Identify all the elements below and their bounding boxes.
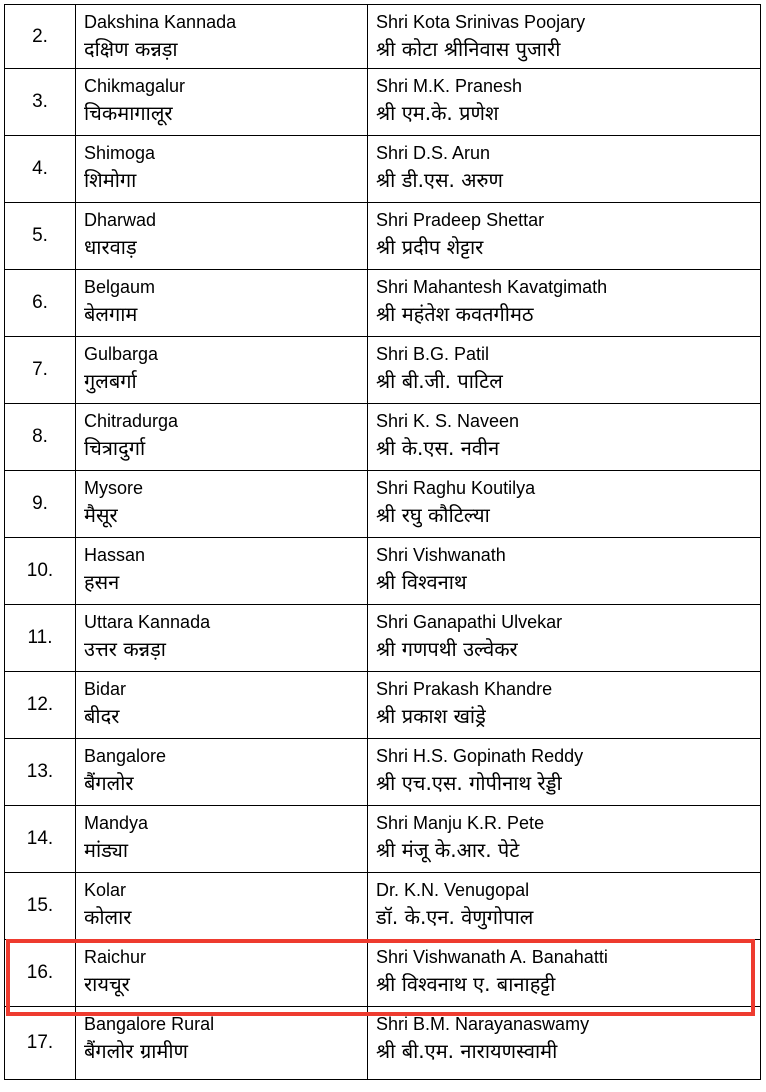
district-cell: [76, 538, 368, 605]
person-cell: [368, 672, 761, 739]
person-cell: [368, 203, 761, 270]
table-row: [5, 739, 761, 806]
district-cell: [76, 1007, 368, 1080]
district-name-english: Kolar: [84, 880, 127, 900]
table-row: [5, 672, 761, 739]
district-name-english: Dharwad: [84, 210, 157, 230]
person-name-hindi: श्री रघु कौटिल्या: [376, 503, 490, 527]
district-name-hindi: बैंगलोर: [84, 771, 134, 795]
district-name-english: Chitradurga: [84, 411, 179, 431]
row-number: 11.: [5, 605, 76, 672]
person-name-hindi: श्री गणपथी उल्वेकर: [376, 637, 518, 661]
district-name-english: Raichur: [84, 947, 147, 967]
district-name-hindi: दक्षिण कन्नड़ा: [84, 37, 178, 61]
person-cell: [368, 1007, 761, 1080]
district-name-hindi: कोलार: [84, 905, 132, 929]
row-number: 7.: [5, 337, 76, 404]
row-number: 12.: [5, 672, 76, 739]
district-name-english: Mandya: [84, 813, 149, 833]
district-name-hindi: हसन: [84, 570, 120, 594]
district-cell: [76, 337, 368, 404]
district-cell: [76, 739, 368, 806]
district-name-english: Dakshina Kannada: [84, 12, 237, 32]
district-name-hindi: गुलबर्गा: [84, 369, 137, 393]
district-cell: [76, 471, 368, 538]
district-cell: [76, 270, 368, 337]
row-number: 10.: [5, 538, 76, 605]
person-name-hindi: श्री बी.एम. नारायणस्वामी: [376, 1039, 558, 1063]
person-name-hindi: श्री विश्वनाथ ए. बानाहट्टी: [376, 972, 556, 996]
district-cell: [76, 672, 368, 739]
person-name-english: Shri Mahantesh Kavatgimath: [376, 277, 608, 297]
person-cell: [368, 5, 761, 69]
table-row: [5, 1007, 761, 1080]
row-number: 2.: [5, 5, 76, 69]
person-name-hindi: श्री कोटा श्रीनिवास पुजारी: [376, 37, 561, 61]
person-name-hindi: श्री प्रदीप शेट्टार: [376, 235, 484, 259]
table-row: [5, 404, 761, 471]
district-name-hindi: रायचूर: [84, 972, 130, 996]
person-cell: [368, 605, 761, 672]
district-cell: [76, 136, 368, 203]
row-number: 8.: [5, 404, 76, 471]
person-name-english: Shri Vishwanath: [376, 545, 506, 565]
row-number: 6.: [5, 270, 76, 337]
person-name-english: Shri Pradeep Shettar: [376, 210, 545, 230]
district-name-hindi: बेलगाम: [84, 302, 138, 326]
person-name-english: Shri B.G. Patil: [376, 344, 490, 364]
district-name-english: Bangalore Rural: [84, 1014, 215, 1034]
district-name-english: Belgaum: [84, 277, 156, 297]
person-name-english: Shri Manju K.R. Pete: [376, 813, 545, 833]
table-row: [5, 873, 761, 940]
person-name-english: Shri B.M. Narayanaswamy: [376, 1014, 590, 1034]
person-cell: [368, 337, 761, 404]
district-cell: [76, 605, 368, 672]
person-cell: [368, 404, 761, 471]
row-number: 14.: [5, 806, 76, 873]
table-row: [5, 605, 761, 672]
district-cell: [76, 203, 368, 270]
person-name-english: Shri K. S. Naveen: [376, 411, 520, 431]
person-name-hindi: श्री एच.एस. गोपीनाथ रेड्डी: [376, 771, 562, 795]
person-cell: [368, 136, 761, 203]
table-row: [5, 806, 761, 873]
person-cell: [368, 940, 761, 1007]
person-name-english: Shri D.S. Arun: [376, 143, 491, 163]
row-number: 4.: [5, 136, 76, 203]
row-number: 16.: [5, 940, 76, 1007]
person-cell: [368, 538, 761, 605]
person-name-english: Shri H.S. Gopinath Reddy: [376, 746, 584, 766]
district-name-english: Hassan: [84, 545, 146, 565]
district-cell: [76, 404, 368, 471]
person-name-hindi: श्री मंजू के.आर. पेटे: [376, 838, 520, 862]
district-name-hindi: चित्रादुर्गा: [84, 436, 146, 460]
district-name-hindi: चिकमागालूर: [84, 101, 173, 125]
person-name-english: Dr. K.N. Venugopal: [376, 880, 530, 900]
district-name-hindi: बीदर: [84, 704, 120, 728]
table-row: [5, 337, 761, 404]
district-cell: [76, 873, 368, 940]
table-row: [5, 5, 761, 69]
district-cell: [76, 69, 368, 136]
district-name-hindi: मांड्या: [84, 838, 129, 862]
person-name-english: Shri M.K. Pranesh: [376, 76, 523, 96]
district-cell: [76, 5, 368, 69]
district-name-hindi: धारवाड़: [84, 235, 137, 259]
row-number: 13.: [5, 739, 76, 806]
district-name-english: Bidar: [84, 679, 127, 699]
person-cell: [368, 739, 761, 806]
person-name-english: Shri Raghu Koutilya: [376, 478, 536, 498]
row-number: 5.: [5, 203, 76, 270]
person-name-english: Shri Kota Srinivas Poojary: [376, 12, 586, 32]
row-number: 9.: [5, 471, 76, 538]
table-row: [5, 136, 761, 203]
person-cell: [368, 873, 761, 940]
person-name-hindi: डॉ. के.एन. वेणुगोपाल: [376, 905, 534, 929]
district-name-english: Gulbarga: [84, 344, 159, 364]
district-name-hindi: बैंगलोर ग्रामीण: [84, 1039, 189, 1063]
table-row: [5, 471, 761, 538]
district-president-table: [4, 4, 761, 1080]
district-name-english: Bangalore: [84, 746, 167, 766]
person-name-hindi: श्री विश्वनाथ: [376, 570, 467, 594]
person-name-hindi: श्री बी.जी. पाटिल: [376, 369, 503, 393]
district-name-hindi: उत्तर कन्नड़ा: [84, 637, 166, 661]
district-name-english: Uttara Kannada: [84, 612, 211, 632]
person-name-hindi: श्री महंतेश कवतगीमठ: [376, 302, 534, 326]
person-name-hindi: श्री एम.के. प्रणेश: [376, 101, 499, 125]
district-cell: [76, 940, 368, 1007]
person-cell: [368, 270, 761, 337]
person-name-hindi: श्री के.एस. नवीन: [376, 436, 500, 460]
person-cell: [368, 806, 761, 873]
person-name-english: Shri Prakash Khandre: [376, 679, 553, 699]
person-name-hindi: श्री डी.एस. अरुण: [376, 168, 503, 192]
district-name-english: Chikmagalur: [84, 76, 186, 96]
table-row: [5, 203, 761, 270]
person-name-english: Shri Vishwanath A. Banahatti: [376, 947, 608, 967]
person-name-hindi: श्री प्रकाश खांड्रे: [376, 704, 486, 728]
table-row: [5, 270, 761, 337]
district-cell: [76, 806, 368, 873]
table-row-highlighted: [5, 940, 761, 1007]
row-number: 17.: [5, 1007, 76, 1080]
district-name-hindi: मैसूर: [84, 503, 118, 527]
table-row: [5, 69, 761, 136]
person-name-english: Shri Ganapathi Ulvekar: [376, 612, 563, 632]
district-name-english: Shimoga: [84, 143, 156, 163]
row-number: 3.: [5, 69, 76, 136]
person-cell: [368, 69, 761, 136]
table-row: [5, 538, 761, 605]
row-number: 15.: [5, 873, 76, 940]
district-name-english: Mysore: [84, 478, 144, 498]
person-cell: [368, 471, 761, 538]
district-name-hindi: शिमोगा: [84, 168, 137, 192]
